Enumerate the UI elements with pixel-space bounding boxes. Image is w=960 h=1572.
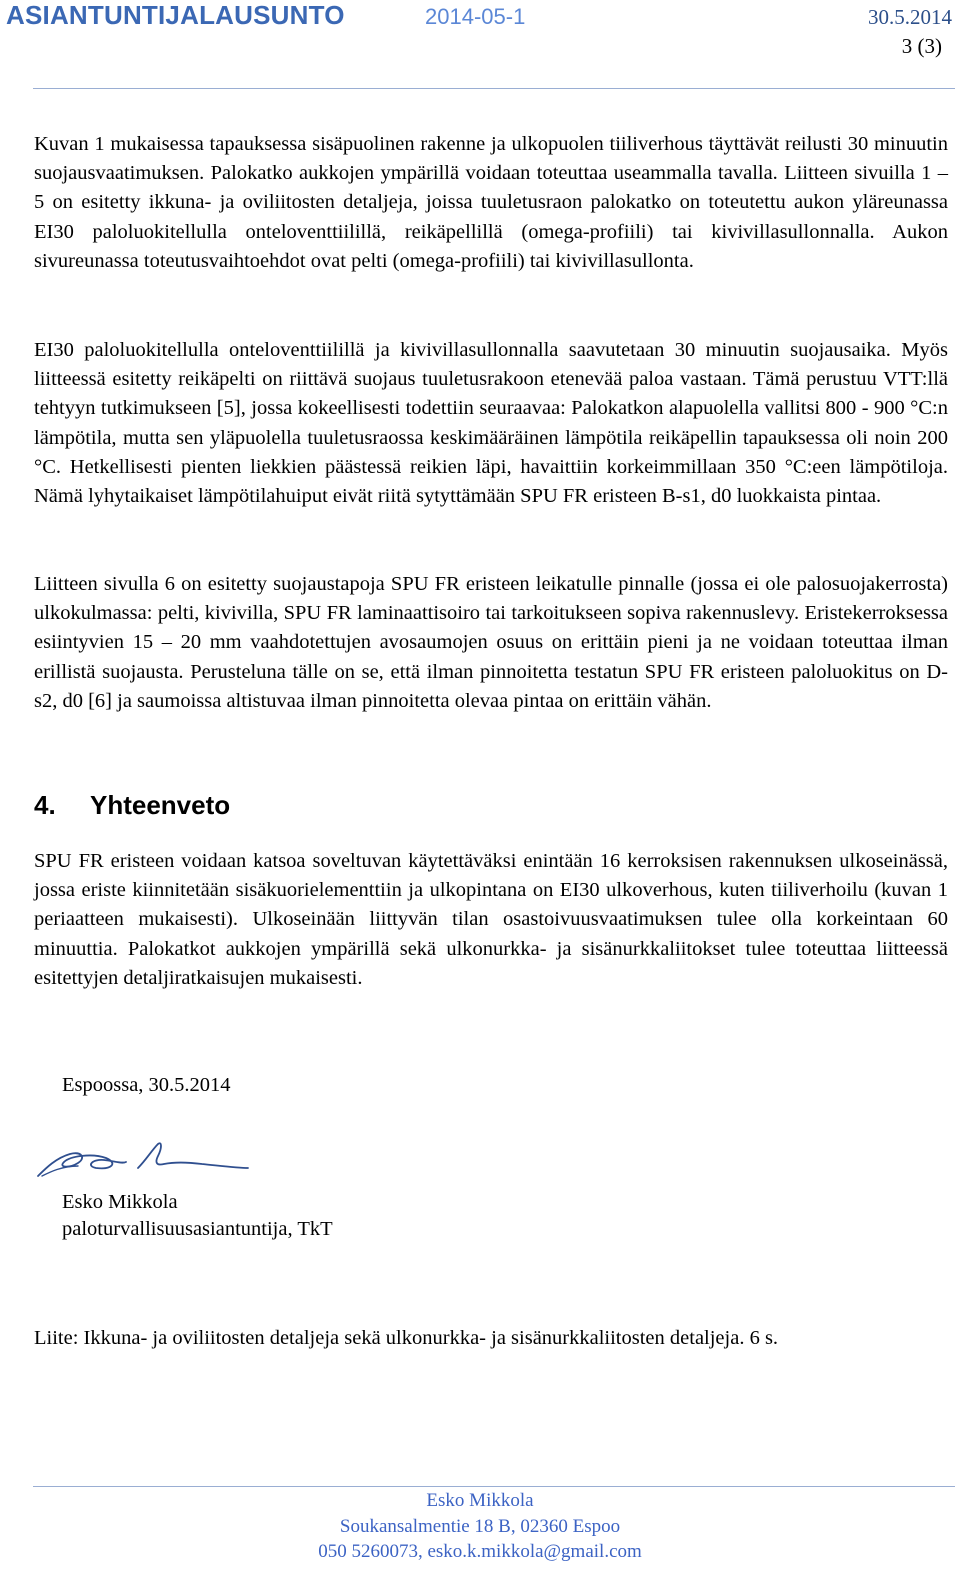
signer-name: Esko Mikkola [62,1191,178,1213]
document-type-title: ASIANTUNTIJALAUSUNTO [6,0,345,30]
signer-title: paloturvallisuusasiantuntija, TkT [62,1218,333,1240]
body-paragraph-1: Kuvan 1 mukaisessa tapauksessa sisäpuolinen rakenne ja ulkopuolen tiiliverhous täyttävät reilusti 30 minuutin suojausvaatimuksen. Palokatko aukkojen ympärillä voidaan toteuttaa useammalla tavalla. Liitteen sivuilla 1 – 5 on esitetty ikkuna- ja oviliitosten detaljeja, joissa tuuletusraon palokatko on toteutettu aukon yläreunassa EI30 paloluokitellulla onteloventtiilillä, reikäpellillä (omega-profiili) tai kivivillasullonnalla. Aukon sivureunassa toteutusvaihtoehdot ovat pelti (omega-profiili) tai kivivillasullonta. [34,133,948,272]
document-date: 30.5.2014 [868,5,952,29]
page-footer [0,1488,960,1565]
signoff-place-date: Espoossa, 30.5.2014 [62,1074,231,1096]
section-heading [34,790,230,821]
body-paragraph-2: EI30 paloluokitellulla onteloventtiilillä ja kivivillasullonnalla saavutetaan 30 minuutin suojausaika. Myös liitteessä esitetty reikäpelti on riittävä suojaus tuuletusrakoon etenevää paloa vastaan. Tämä perustuu VTT:llä tehtyyn tutkimukseen [5], jossa kokeellisesti todettiin seuraavaa: Palokatkon alapuolella vallitsi 800 - 900 °C:n lämpötila, mutta sen yläpuolella tuuletusraossa keskimääräinen lämpötila reikäpellin tapauksessa oli noin 200 °C. Hetkellisesti pienten liekkien päästessä reikien läpi, havaittiin korkeimmillaan 350 °C:een lämpötiloja. Nämä lyhytaikaiset lämpötilahuiput eivät riitä sytyttämään SPU FR eristeen B-s1, d0 luokkaista pintaa. [34,339,948,508]
handwritten-signature [34,1132,254,1182]
summary-paragraph: SPU FR eristeen voidaan katsoa soveltuvan käytettäväksi enintään 16 kerroksisen rakennuksen ulkoseinässä, jossa eriste kiinnitetään sisäkuorielementtiin ja ulkopintana on EI30 ulkoverhous, kuten tiiliverhoilu (kuvan 1 periaatteen mukaisesti). Ulkoseinään liittyvän tilan osastoivuusvaatimuksen tulee olla korkeintaan 60 minuuttia. Palokatkot aukkojen ympärillä sekä ulkonurkka- ja sisänurkkaliitokset tulee toteuttaa liitteessä esitettyjen detaljiratkaisujen mukaisesti. [34,850,948,989]
document-code: 2014-05-1 [425,4,526,29]
section-number: 4. [34,790,56,820]
footer-contact: 050 5260073, esko.k.mikkola@gmail.com [318,1541,642,1562]
footer-divider [33,1486,955,1487]
body-paragraph-3: Liitteen sivulla 6 on esitetty suojaustapoja SPU FR eristeen leikatulle pinnalle (jossa ei ole palosuojakerrosta) ulkokulmassa: pelti, kivivilla, SPU FR laminaattisoiro tai tarkoitukseen sopiva rakennuslevy. Eristekerroksessa esiintyvien 15 – 20 mm vaahdotettujen avosaumojen osuus on erittäin pieni ja ne voidaan toteuttaa ilman erillistä suojausta. Perusteluna tälle on se, että ilman pinnoitetta testatun SPU FR eristeen paloluokitus on D-s2, d0 [6] ja saumoissa altistuvaa ilman pinnoitetta olevaa pintaa on erittäin vähän. [34,573,948,712]
footer-address: Soukansalmentie 18 B, 02360 Espoo [339,1515,621,1537]
footer-name: Esko Mikkola [426,1490,534,1511]
page-number: 3 (3) [901,34,942,58]
attachment-note: Liite: Ikkuna- ja oviliitosten detaljeja sekä ulkonurkka- ja sisänurkkaliitosten detaljeja. 6 s. [34,1327,779,1349]
header-divider [33,88,955,89]
section-title: Yhteenveto [90,790,231,820]
